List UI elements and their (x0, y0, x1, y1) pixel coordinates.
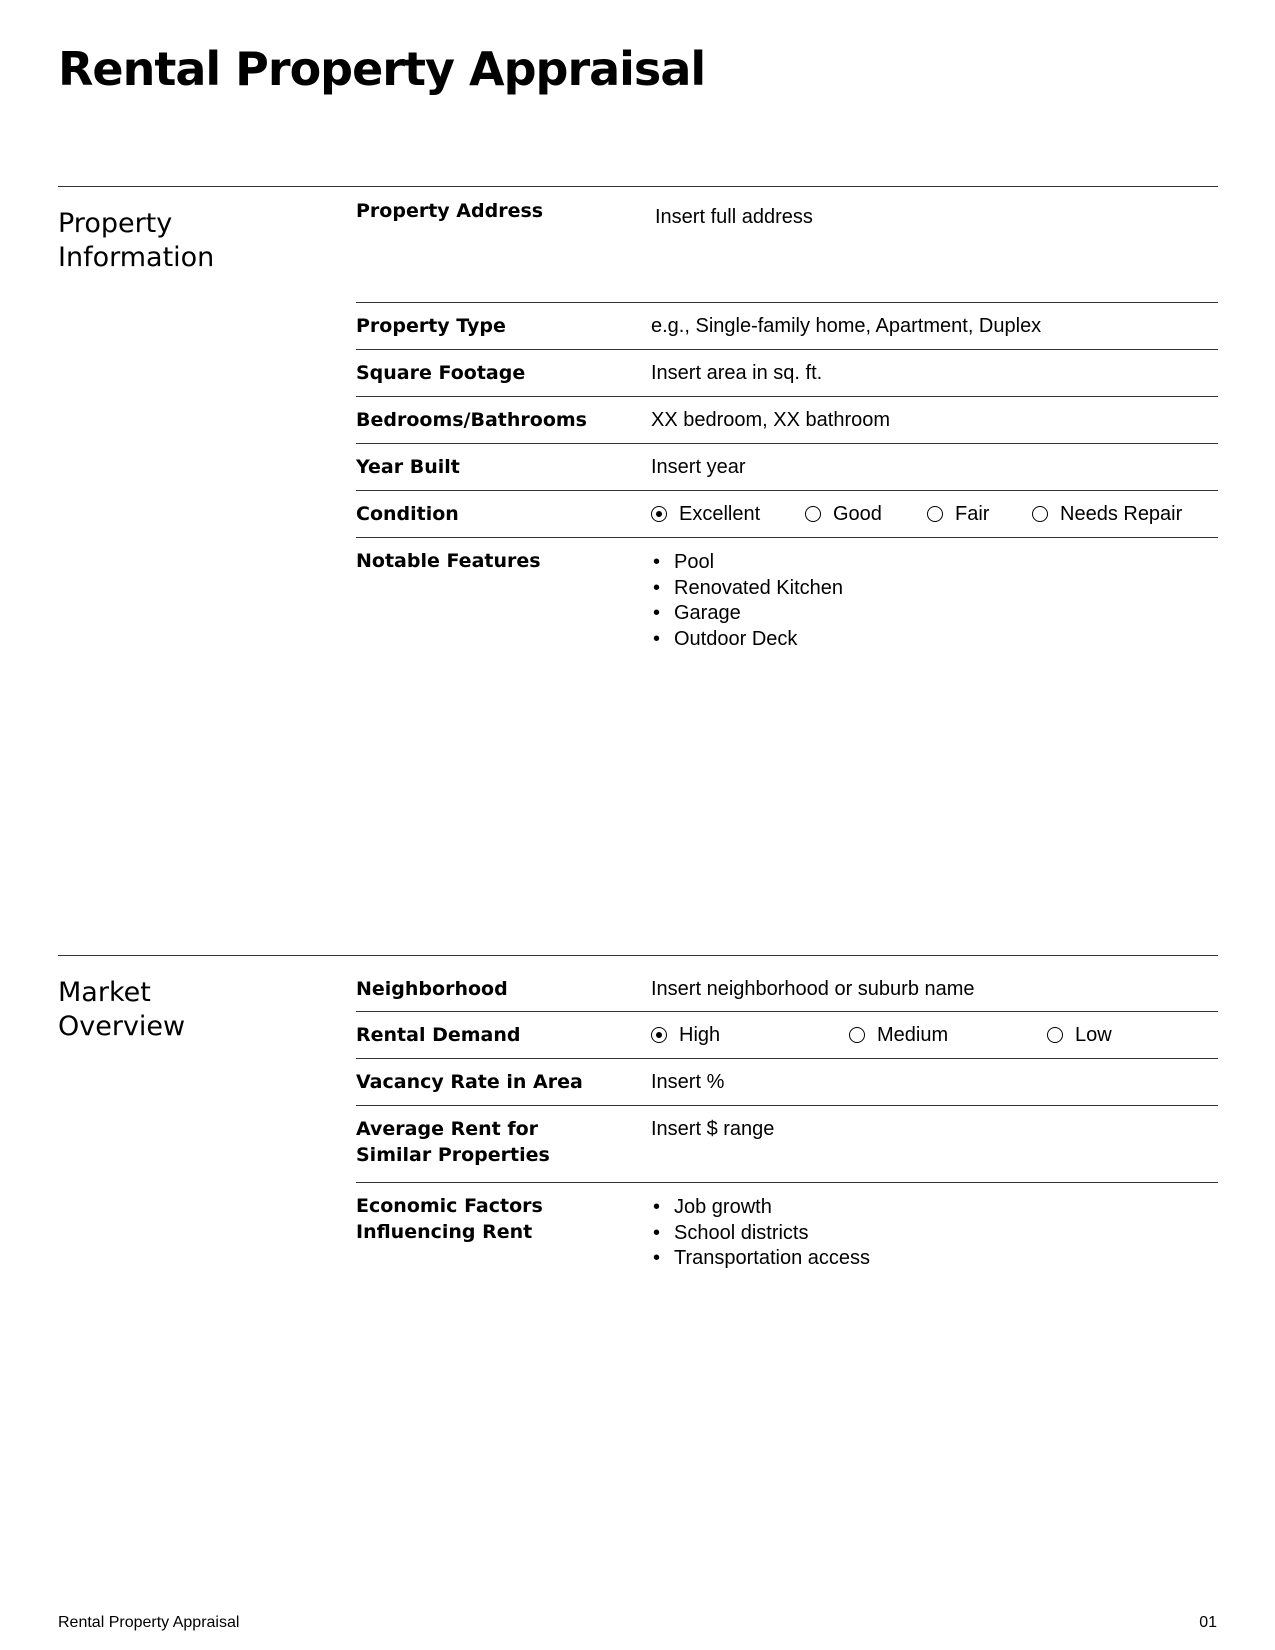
property-address-field[interactable]: Insert full address (655, 206, 813, 228)
bedrooms-bathrooms-field[interactable]: XX bedroom, XX bathroom (651, 409, 891, 431)
radio-needs-repair[interactable]: Needs Repair (1032, 501, 1182, 527)
vacancy-rate-field[interactable]: Insert % (651, 1071, 725, 1093)
radio-fair[interactable]: Fair (927, 501, 989, 527)
row-property-address (356, 187, 1218, 303)
radio-excellent[interactable]: Excellent (651, 501, 760, 527)
notable-features-list (651, 550, 843, 652)
year-built-field[interactable]: Insert year (651, 456, 746, 478)
footer-document-name: Rental Property Appraisal (58, 1614, 240, 1631)
row-rental-demand (356, 1012, 1218, 1059)
radio-good[interactable]: Good (805, 501, 882, 527)
list-item: • Job growth (651, 1195, 870, 1221)
radio-unchecked-icon (1047, 1027, 1063, 1043)
radio-checked-icon (651, 1027, 667, 1043)
row-notable-features (356, 538, 1218, 668)
field-label: Average Rent for Similar Properties (356, 1118, 550, 1166)
list-item: • Garage (651, 601, 843, 627)
economic-factors-list (651, 1195, 870, 1272)
list-item: • School districts (651, 1221, 870, 1247)
field-label: Economic Factors Influencing Rent (356, 1195, 543, 1243)
field-label: Vacancy Rate in Area (356, 1071, 583, 1093)
radio-unchecked-icon (805, 506, 821, 522)
page-number: 01 (1199, 1614, 1217, 1631)
property-information-section (58, 186, 1218, 650)
average-rent-field[interactable]: Insert $ range (651, 1118, 775, 1140)
row-square-footage (356, 350, 1218, 397)
square-footage-field[interactable]: Insert area in sq. ft. (651, 362, 823, 384)
section-heading: Market Overview (58, 977, 186, 1042)
property-type-field[interactable]: e.g., Single-family home, Apartment, Duplex (651, 315, 1042, 337)
row-economic-factors (356, 1183, 1218, 1283)
radio-checked-icon (651, 506, 667, 522)
radio-low[interactable]: Low (1047, 1022, 1112, 1048)
radio-medium[interactable]: Medium (849, 1022, 948, 1048)
field-label: Property Type (356, 315, 506, 337)
field-label: Notable Features (356, 550, 541, 572)
field-label: Neighborhood (356, 978, 508, 1000)
field-label: Square Footage (356, 362, 526, 384)
radio-unchecked-icon (1032, 506, 1048, 522)
row-neighborhood (356, 956, 1218, 1012)
radio-high[interactable]: High (651, 1022, 720, 1048)
neighborhood-field[interactable]: Insert neighborhood or suburb name (651, 978, 975, 1000)
row-condition (356, 491, 1218, 538)
section-heading: Property Information (58, 208, 215, 273)
field-label: Bedrooms/Bathrooms (356, 409, 587, 431)
list-item: • Outdoor Deck (651, 627, 843, 653)
radio-unchecked-icon (927, 506, 943, 522)
row-average-rent (356, 1106, 1218, 1183)
page-title: Rental Property Appraisal (58, 42, 706, 96)
field-label: Year Built (356, 456, 460, 478)
list-item: • Renovated Kitchen (651, 576, 843, 602)
row-property-type (356, 303, 1218, 350)
radio-unchecked-icon (849, 1027, 865, 1043)
list-item: • Pool (651, 550, 843, 576)
row-vacancy-rate (356, 1059, 1218, 1106)
market-overview-section (58, 955, 1218, 1269)
field-label: Condition (356, 503, 459, 525)
field-label: Property Address (356, 200, 544, 222)
row-year-built (356, 444, 1218, 491)
list-item: • Transportation access (651, 1246, 870, 1272)
field-label: Rental Demand (356, 1024, 521, 1046)
row-bedrooms-bathrooms (356, 397, 1218, 444)
